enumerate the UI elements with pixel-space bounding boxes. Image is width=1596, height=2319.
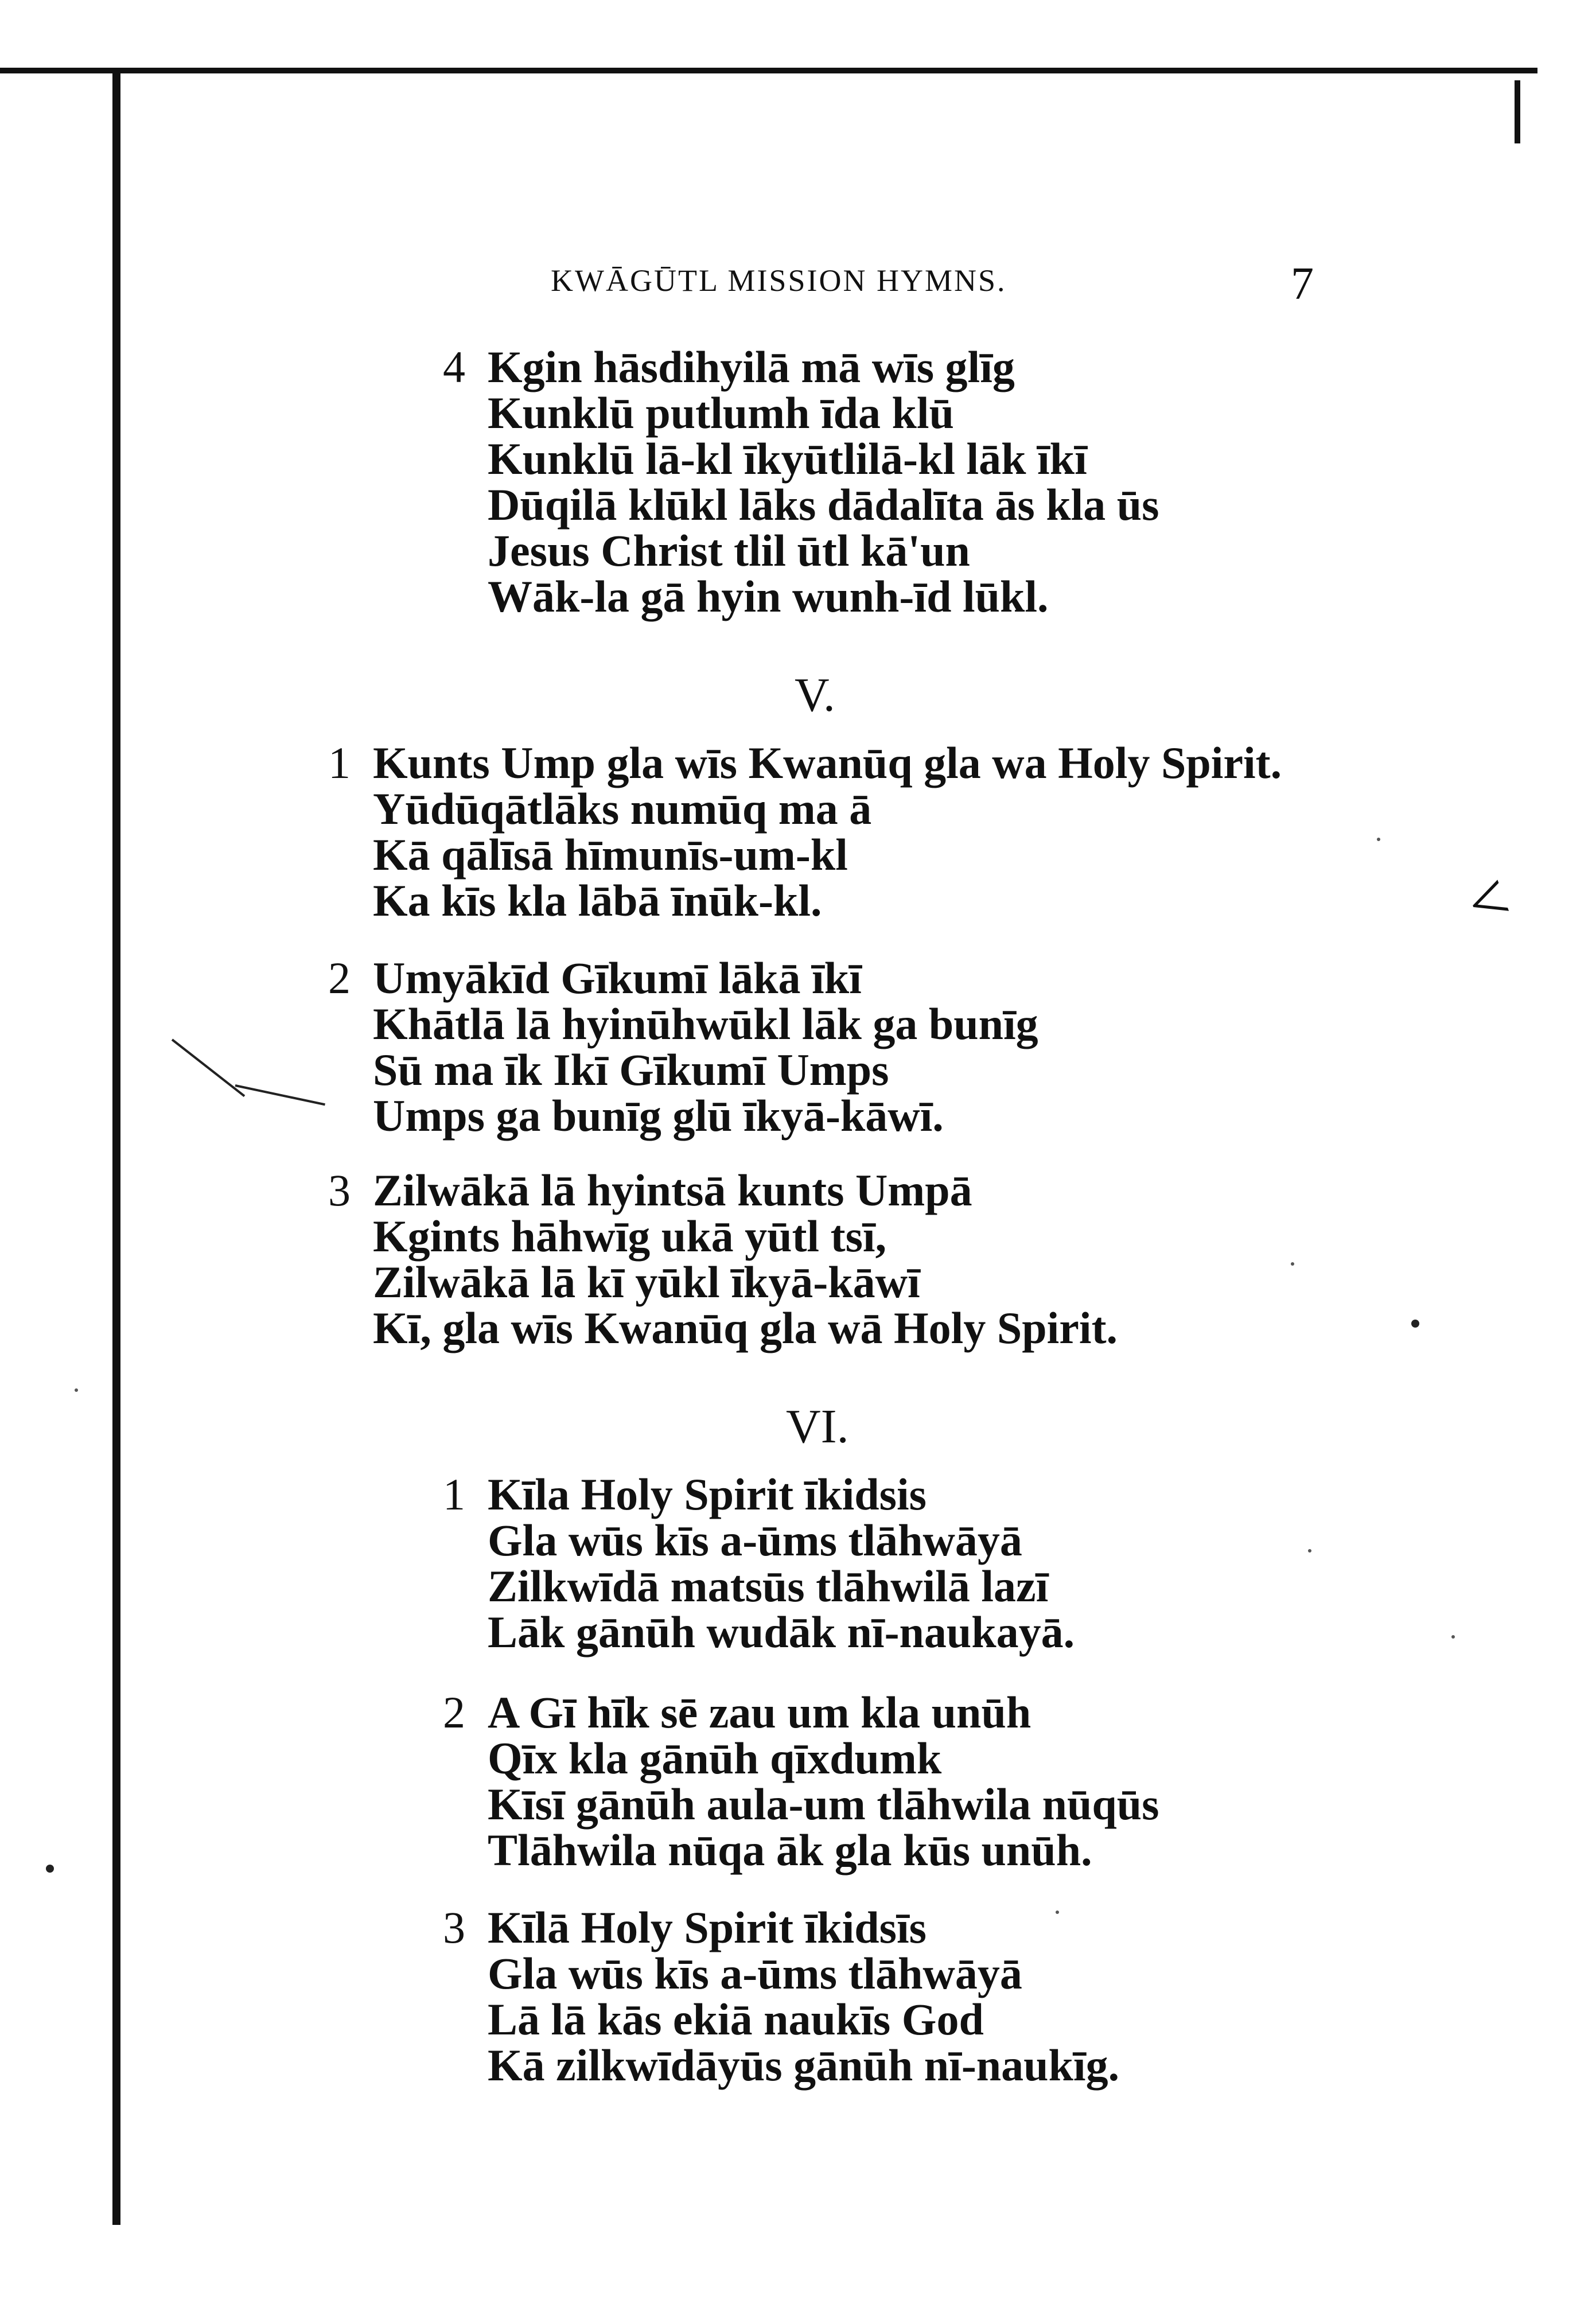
- verse-line: Kunts Ump gla wīs Kwanūq gla wa Holy Spirit.: [373, 738, 1282, 788]
- verse-line: Kīsī gānūh aula-um tlāhwila nūqūs: [488, 1779, 1159, 1829]
- verse-line: Kunklū lā-kl īkyūtlilā-kl lāk īkī: [488, 434, 1087, 484]
- verse-line: Khātlā lā hyinūhwūkl lāk ga bunīg: [373, 999, 1038, 1049]
- verse-line: Zilwākā lā kī yūkl īkyā-kāwī: [373, 1257, 920, 1307]
- verse-line: Umps ga bunīg glū īkyā-kāwī.: [373, 1091, 944, 1141]
- check-mark-annotation: <: [1457, 858, 1520, 943]
- verse-line: Kgin hāsdihyilā mā wīs glīg: [488, 342, 1015, 392]
- verse-line: Kīlā Holy Spirit īkidsīs: [488, 1902, 927, 1952]
- hymn-v-heading: V.: [795, 668, 835, 722]
- ink-speck: [1308, 1549, 1311, 1553]
- ink-speck: [1451, 1635, 1455, 1639]
- verse-line: Umyākīd Gīkumī lākā īkī: [373, 953, 862, 1003]
- margin-pencil-stroke: [172, 1038, 246, 1097]
- ink-speck: [1291, 1262, 1294, 1266]
- verse-line: Sū ma īk Ikī Gīkumī Umps: [373, 1045, 889, 1095]
- ink-speck: [1377, 838, 1380, 841]
- verse-line: Kī, gla wīs Kwanūq gla wā Holy Spirit.: [373, 1303, 1118, 1353]
- verse-line: Gla wūs kīs a-ūms tlāhwāyā: [488, 1948, 1022, 1998]
- verse-line: Tlāhwila nūqa āk gla kūs unūh.: [488, 1825, 1092, 1875]
- running-title: KWĀGŪTL MISSION HYMNS.: [551, 263, 1007, 298]
- verse-line: Zilwākā lā hyintsā kunts Umpā: [373, 1165, 972, 1215]
- verse-line: Ka kīs kla lābā īnūk-kl.: [373, 876, 822, 925]
- verse-line: Lāk gānūh wudāk nī-naukayā.: [488, 1607, 1075, 1657]
- verse-line: Jesus Christ tlil ūtl kā'un: [488, 526, 970, 575]
- verse-line: Gla wūs kīs a-ūms tlāhwāyā: [488, 1515, 1022, 1565]
- verse-line: Wāk-la gā hyin wunh-īd lūkl.: [488, 571, 1049, 621]
- verse-line: Kgints hāhwīg ukā yūtl tsī,: [373, 1211, 887, 1261]
- verse-number: 3: [328, 1165, 351, 1215]
- verse-number: 3: [443, 1902, 465, 1952]
- ink-speck: [1411, 1320, 1419, 1328]
- verse-line: Kīla Holy Spirit īkidsis: [488, 1469, 927, 1519]
- verse-line: Kunklū putlumh īda klū: [488, 388, 954, 438]
- verse-line: Qīx kla gānūh qīxdumk: [488, 1733, 942, 1783]
- verse-number: 2: [328, 953, 351, 1003]
- verse-line: Zilkwīdā matsūs tlāhwilā lazī: [488, 1561, 1049, 1611]
- top-border-rule: [0, 68, 1537, 73]
- verse-line: Kā qālīsā hīmunīs-um-kl: [373, 830, 848, 880]
- verse-line: A Gī hīk sē zau um kla unūh: [488, 1687, 1031, 1737]
- verse-number: 1: [328, 738, 351, 788]
- left-border-rule: [112, 68, 120, 2225]
- verse-line: Dūqilā klūkl lāks dādalīta ās kla ūs: [488, 480, 1159, 530]
- hymn-vi-heading: VI.: [786, 1400, 849, 1453]
- verse-line: Yūdūqātlāks numūq ma ā: [373, 784, 872, 834]
- ink-speck: [75, 1388, 78, 1392]
- verse-number: 2: [443, 1687, 465, 1737]
- verse-line: Lā lā kās ekiā naukīs God: [488, 1994, 984, 2044]
- ink-speck: [1056, 1911, 1059, 1914]
- verse-number: 4: [443, 342, 465, 392]
- ink-speck: [46, 1865, 54, 1873]
- verse-number: 1: [443, 1469, 465, 1519]
- corner-border-mark: [1515, 80, 1520, 143]
- verse-line: Kā zilkwīdāyūs gānūh nī-naukīg.: [488, 2040, 1120, 2090]
- page-header: [0, 258, 1596, 310]
- margin-pencil-stroke: [235, 1084, 325, 1106]
- page-number: 7: [1291, 259, 1314, 309]
